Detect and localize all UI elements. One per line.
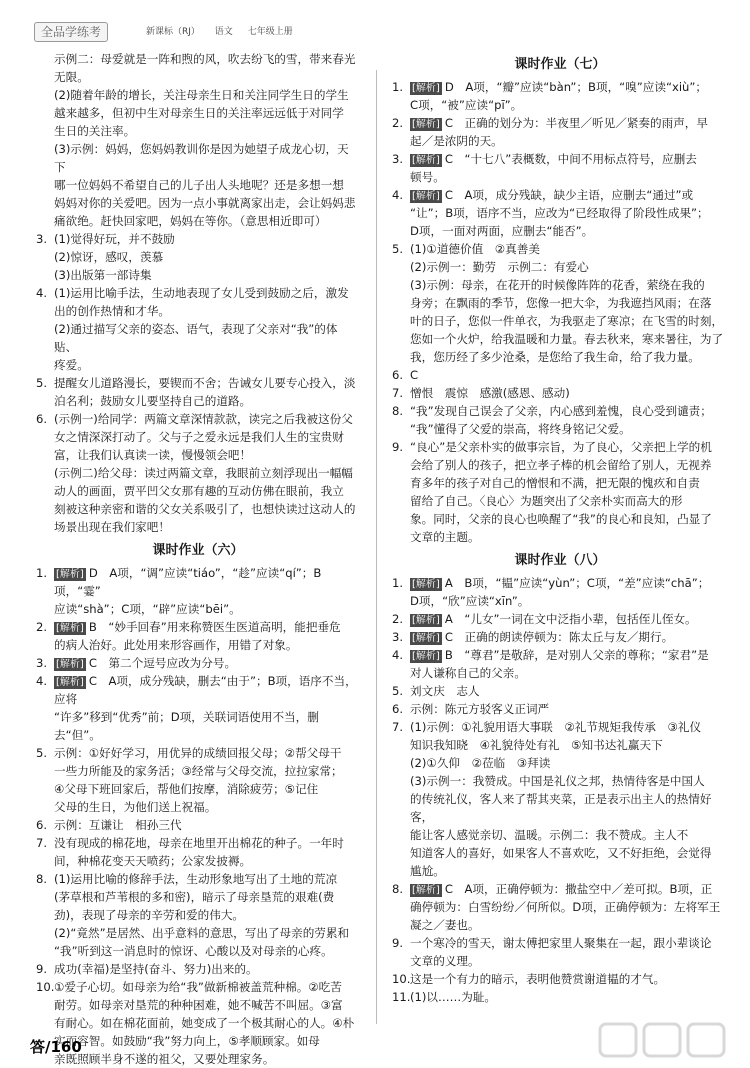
item-number: 4. bbox=[392, 648, 404, 662]
item-text: (1)觉得好玩，并不鼓励 bbox=[54, 232, 175, 246]
analysis-tag: [解析] bbox=[412, 615, 440, 626]
item-number: 2. bbox=[392, 116, 404, 130]
right-column bbox=[392, 50, 728, 1034]
analysis-tag: [解析] bbox=[56, 569, 84, 580]
item-number: 7. bbox=[36, 836, 48, 850]
text-line: (茅草根和芦苇根的多和密)，暗示了母亲垦荒的艰难(费 bbox=[54, 890, 335, 904]
text-line: 起／是浓阴的天。 bbox=[410, 134, 503, 148]
page-header bbox=[28, 22, 728, 44]
item-number: 7. bbox=[392, 386, 404, 400]
answer-item bbox=[392, 150, 728, 168]
text-line: 会给了别人的孩子，把立孝子棒的机会留给了别人，无视养 bbox=[410, 458, 712, 472]
answer-item bbox=[36, 834, 360, 852]
answer-item bbox=[392, 718, 728, 736]
item-text: C 第二个逗号应改为分号。 bbox=[88, 656, 237, 670]
item-text: C A项，成分残缺，缺少主语，应删去“通过”或 bbox=[444, 188, 694, 202]
answer-item bbox=[392, 114, 728, 132]
text-line: 确停顿为：白雪纷纷／何所似。D项，正确停顿为：左将军王 bbox=[410, 900, 721, 914]
text-line: 富，让我们认真读一读，慢慢领会吧！ bbox=[54, 448, 252, 462]
text-line: “许多”移到“优秀”前；D项，关联词语使用不当，删 bbox=[54, 710, 319, 724]
text-line: 生日的关注率。 bbox=[54, 124, 136, 138]
text-line: 无限。 bbox=[54, 70, 89, 84]
item-text: B “尊君”是敬辞，是对别人父亲的尊称；“家君”是 bbox=[444, 648, 709, 662]
text-line: 示例二：母爱就是一阵和煦的风，吹去纷飞的雪，带来春光 bbox=[54, 52, 356, 66]
text-line: (2)“竟然”是居然、出乎意料的意思，写出了母亲的劳累和 bbox=[54, 926, 350, 940]
text-line: 育多年的孩子对自己的憎恨和不满，把无限的愧疚和自责 bbox=[410, 476, 700, 490]
text-line: D项，“欣”应读“xīn”。 bbox=[410, 594, 530, 608]
text-line: “我”懂得了父爱的崇高，将终身铭记父爱。 bbox=[410, 422, 631, 436]
item-number: 3. bbox=[36, 232, 48, 246]
item-text: A B项，“韫”应读“yùn”；C项，“差”应读“chā”； bbox=[444, 576, 710, 590]
text-line: (3)示例一：我赞成。中国是礼仪之邦，热情待客是中国人 bbox=[410, 774, 705, 788]
item-text: (1)示例：①礼貌用语大事联 ②礼节规矩我传承 ③礼仪 bbox=[410, 720, 702, 734]
answer-item bbox=[392, 610, 728, 628]
item-number: 5. bbox=[36, 746, 48, 760]
text-line: 哪一位妈妈不希望自己的儿子出人头地呢？还是多想一想 bbox=[54, 178, 344, 192]
text-line: 对人谦称自己的父亲。 bbox=[410, 666, 526, 680]
item-text: A “儿女”一词在文中泛指小辈，包括侄儿侄女。 bbox=[444, 612, 697, 626]
text-line: 凝之／妻也。 bbox=[410, 918, 480, 932]
item-text: 刘文庆 志人 bbox=[410, 684, 480, 698]
answer-item bbox=[36, 816, 360, 834]
text-line: (3)出版第一部诗集 bbox=[54, 268, 152, 282]
watermark-icon bbox=[598, 1020, 728, 1060]
item-number: 1. bbox=[392, 576, 404, 590]
text-line: 去“但”。 bbox=[54, 728, 101, 742]
answer-item bbox=[36, 410, 360, 428]
item-text: C 正确的朗读停顿为：陈太丘与友／期行。 bbox=[444, 630, 674, 644]
item-number: 4. bbox=[36, 286, 48, 300]
item-number: 1. bbox=[36, 566, 48, 580]
item-number: 4. bbox=[392, 188, 404, 202]
section-title: 课时作业（八） bbox=[514, 553, 606, 568]
text-line: 实而容智。如鼓励“我”努力向上，⑤孝顺顾家。如母 bbox=[54, 1034, 320, 1048]
text-line: ④父母下班回家后，帮他们按摩，消除疲劳；⑤记住 bbox=[54, 782, 319, 796]
item-number: 3. bbox=[36, 656, 48, 670]
item-text: D A项，“瓣”应读“bàn”；B项，“嗅”应读“xiù”； bbox=[444, 80, 708, 94]
answer-item bbox=[36, 564, 360, 600]
analysis-tag: [解析] bbox=[412, 633, 440, 644]
text-line: “我”听到这一消息时的惊讶、心酸以及对母亲的心疼。 bbox=[54, 944, 333, 958]
item-number: 6. bbox=[392, 702, 404, 716]
text-line: 文章的义理。 bbox=[410, 954, 480, 968]
answer-item bbox=[36, 654, 360, 672]
text-line: 能让客人感觉亲切、温暖。示例二：我不赞成。主人不 bbox=[410, 828, 689, 842]
text-line: 留给了自己。〈良心〉为题突出了父亲朴实而高大的形 bbox=[410, 494, 683, 508]
text-line: (2)通过描写父亲的姿态、语气，表现了父亲对“我”的体贴、 bbox=[54, 322, 338, 354]
brand-logo: 全品学练考 bbox=[34, 22, 108, 42]
text-line: (2)随着年龄的增长，关注母亲生日和关注同学生日的学生 bbox=[54, 88, 349, 102]
answer-item bbox=[392, 574, 728, 592]
analysis-tag: [解析] bbox=[56, 623, 84, 634]
item-text: 一个寒冷的雪天，谢太傅把家里人聚集在一起，跟小辈谈论 bbox=[410, 936, 712, 950]
text-line: 间，种棉花变天天喷药；公家发披褥。 bbox=[54, 854, 252, 868]
item-number: 2. bbox=[392, 612, 404, 626]
item-number: 4. bbox=[36, 674, 48, 688]
answer-item bbox=[392, 402, 728, 420]
text-line: 出的创作热情和才华。 bbox=[54, 304, 170, 318]
text-line: 知识我知晓 ④礼貌待处有礼 ⑤知书达礼赢天下 bbox=[410, 738, 663, 752]
text-line: 耐劳。如母亲对垦荒的种种困难，她不喊苦不叫屈。③富 bbox=[54, 998, 343, 1012]
analysis-tag: [解析] bbox=[412, 651, 440, 662]
item-number: 8. bbox=[36, 872, 48, 886]
text-line: 亲既照顾半身不遂的祖父，又要处理家务。 bbox=[54, 1052, 275, 1066]
answer-item bbox=[36, 978, 360, 996]
item-text: 憎恨 震惊 感激(感恩、感动) bbox=[410, 386, 570, 400]
item-text: D A项，“调”应读“tiáo”，“趁”应读“qí”；B项，“霎” bbox=[54, 566, 322, 598]
analysis-tag: [解析] bbox=[412, 155, 440, 166]
answer-item bbox=[392, 366, 728, 384]
text-line: D项，一面对两面，应删去“能否”。 bbox=[410, 224, 594, 238]
text-line: (2)惊讶，感叹，羡慕 bbox=[54, 250, 164, 264]
item-number: 5. bbox=[36, 376, 48, 390]
text-line: 女之情深深打动了。父与子之爱永远是我们人生的宝贵财 bbox=[54, 430, 344, 444]
analysis-tag: [解析] bbox=[56, 677, 84, 688]
item-number: 10. bbox=[36, 980, 55, 994]
item-number: 7. bbox=[392, 720, 404, 734]
analysis-tag: [解析] bbox=[412, 119, 440, 130]
analysis-tag: [解析] bbox=[412, 885, 440, 896]
item-text: C A项，正确停顿为：撒盐空中／差可拟。B项，正 bbox=[444, 882, 713, 896]
text-line: 顿号。 bbox=[410, 170, 445, 184]
answer-item bbox=[36, 230, 360, 248]
item-text: 示例：互谦让 相孙三代 bbox=[54, 818, 182, 832]
text-line: (示例二)给父母：读过两篇文章，我眼前立刻浮现出一幅幅 bbox=[54, 466, 353, 480]
item-text: (1)运用比喻的修辞手法，生动形象地写出了土地的荒凉 bbox=[54, 872, 338, 886]
item-number: 8. bbox=[392, 404, 404, 418]
answer-item bbox=[36, 870, 360, 888]
answer-item bbox=[392, 934, 728, 952]
text-line: 叶的日子，您似一件单衣，为我驱走了寒凉；在飞雪的时刻， bbox=[410, 314, 724, 328]
item-text: 这是一个有力的暗示，表明他赞赏谢道韫的才气。 bbox=[410, 972, 666, 986]
text-line: 有耐心。如在棉花面前，她变成了一个极其耐心的人。④朴 bbox=[54, 1016, 355, 1030]
answer-item bbox=[392, 880, 728, 898]
text-line: 疼爱。 bbox=[54, 358, 89, 372]
answer-item bbox=[392, 988, 728, 1006]
item-text: “良心”是父亲朴实的做事宗旨，为了良心，父亲把上学的机 bbox=[410, 440, 712, 454]
text-line: 泊名利；鼓励女儿要坚持自己的道路。 bbox=[54, 394, 252, 408]
answer-item bbox=[392, 970, 728, 988]
section-title: 课时作业（七） bbox=[514, 57, 606, 72]
text-line: 动人的画面，贾平凹父女那有趣的互动仿佛在眼前，我立 bbox=[54, 484, 344, 498]
analysis-tag: [解析] bbox=[412, 579, 440, 590]
item-number: 1. bbox=[392, 80, 404, 94]
answer-item bbox=[36, 960, 360, 978]
answer-item bbox=[392, 646, 728, 664]
text-line: 身旁；在飘雨的季节，您像一把大伞，为我遮挡风雨；在落 bbox=[410, 296, 712, 310]
text-line: 我，您历经了多少沧桑，是您给了我生命，给了我力量。 bbox=[410, 350, 700, 364]
item-text: (1)①道德价值 ②真善美 bbox=[410, 242, 540, 256]
item-text: 示例：①好好学习，用优异的成绩回报父母；②帮父母干 bbox=[54, 746, 342, 760]
item-text: ①爱子心切。如母亲为给“我”做新棉被盖荒种棉。②吃苦 bbox=[54, 980, 342, 994]
text-line: 越来越多，但初中生对母亲生日的关注率远远低于对同学 bbox=[54, 106, 344, 120]
analysis-tag: [解析] bbox=[56, 659, 84, 670]
page-number: 答/160 bbox=[30, 1038, 82, 1056]
text-line: 象。同时，父亲的良心也唤醒了“我”的良心和良知，凸显了 bbox=[410, 512, 712, 526]
text-line: 妈妈对你的关爱吧。因为一点小事就离家出走，会让妈妈悲 bbox=[54, 196, 356, 210]
answer-item bbox=[392, 240, 728, 258]
item-text: C A项，成分残缺，删去“由于”；B项，语序不当，应将 bbox=[54, 674, 357, 706]
item-text: (1)以……为耻。 bbox=[410, 990, 496, 1004]
answer-item bbox=[392, 438, 728, 456]
text-line: 一些力所能及的家务活；③经常与父母交流，拉拉家常； bbox=[54, 764, 343, 778]
item-number: 6. bbox=[392, 368, 404, 382]
text-line: 父母的生日，为他们送上祝福。 bbox=[54, 800, 217, 814]
item-number: 8. bbox=[392, 882, 404, 896]
item-number: 5. bbox=[392, 242, 404, 256]
item-number: 6. bbox=[36, 412, 48, 426]
answer-item bbox=[392, 186, 728, 204]
item-text: (示例一)给同学：两篇文章深情款款，读完之后我被这份父 bbox=[54, 412, 353, 426]
answer-item bbox=[36, 374, 360, 392]
item-text: 成功(幸福)是坚持(奋斗、努力)出来的。 bbox=[54, 962, 258, 976]
answer-item bbox=[36, 618, 360, 636]
text-line: C项，“被”应读“pī”。 bbox=[410, 98, 523, 112]
item-number: 9. bbox=[36, 962, 48, 976]
item-number: 10. bbox=[392, 972, 411, 986]
item-number: 11. bbox=[392, 990, 411, 1004]
answer-item bbox=[392, 384, 728, 402]
item-text: (1)运用比喻手法，生动地表现了女儿受到鼓励之后，激发 bbox=[54, 286, 349, 300]
item-number: 2. bbox=[36, 620, 48, 634]
answer-item bbox=[36, 284, 360, 302]
item-number: 9. bbox=[392, 440, 404, 454]
item-number: 3. bbox=[392, 630, 404, 644]
item-text: 提醒女儿道路漫长，要锲而不舍；告诫女儿要专心投入，淡 bbox=[54, 376, 356, 390]
column-divider bbox=[376, 70, 377, 1024]
subject-label: 语文 bbox=[214, 27, 233, 37]
item-number: 9. bbox=[392, 936, 404, 950]
answer-item bbox=[392, 78, 728, 96]
answer-item bbox=[36, 744, 360, 762]
text-line: (2)①久仰 ②莅临 ③拜读 bbox=[410, 756, 551, 770]
item-text: C bbox=[410, 368, 419, 382]
text-line: 应读“shà”；C项，“辟”应读“bēi”。 bbox=[54, 602, 241, 616]
edition-label: 新课标（RJ） bbox=[146, 27, 200, 37]
item-text: C 正确的划分为：半夜里／听见／紧奏的雨声，早 bbox=[444, 116, 708, 130]
analysis-tag: [解析] bbox=[412, 191, 440, 202]
item-number: 3. bbox=[392, 152, 404, 166]
answer-item bbox=[392, 682, 728, 700]
item-text: 没有现成的棉花地，母亲在地里开出棉花的种子。一年时 bbox=[54, 836, 344, 850]
text-line: 的传统礼仪，客人来了帮其夹菜，正是表示出主人的热情好客， bbox=[410, 792, 712, 824]
text-line: (2)示例一：勤劳 示例二：有爱心 bbox=[410, 260, 589, 274]
text-line: 劲)，表现了母亲的辛劳和爱的伟大。 bbox=[54, 908, 245, 922]
section-title: 课时作业（六） bbox=[152, 543, 244, 558]
analysis-tag: [解析] bbox=[412, 83, 440, 94]
item-number: 6. bbox=[36, 818, 48, 832]
grade-label: 七年级上册 bbox=[247, 27, 293, 37]
text-line: 痛欲绝。赶快回家吧，妈妈在等你。（意思相近即可） bbox=[54, 214, 327, 228]
text-line: 的病人治好。此处用来形容画作，用错了对象。 bbox=[54, 638, 298, 652]
text-line: “让”；B项，语序不当，应改为“已经取得了阶段性成果”； bbox=[410, 206, 709, 220]
item-number: 5. bbox=[392, 684, 404, 698]
answer-item bbox=[392, 700, 728, 718]
item-text: “我”发现自己误会了父亲，内心感到羞愧，良心受到谴责； bbox=[410, 404, 712, 418]
text-line: 文章的主题。 bbox=[410, 530, 480, 544]
answer-item bbox=[392, 628, 728, 646]
text-line: (3)示例：妈妈，您妈妈教训你是因为她望子成龙心切，天下 bbox=[54, 142, 349, 174]
text-line: (3)示例：母亲，在花开的时候像阵阵的花香，萦绕在我的 bbox=[410, 278, 705, 292]
text-line: 尴尬。 bbox=[410, 864, 445, 878]
item-text: 示例：陈元方驳客义正词严 bbox=[410, 702, 550, 716]
text-line: 场景出现在我们家吧！ bbox=[54, 520, 170, 534]
text-line: 您如一个火炉，给我温暖和力量。春去秋来，寒来暑往，为了 bbox=[410, 332, 724, 346]
text-line: 刻被这种亲密和谐的父女关系吸引了，也想快读过这动人的 bbox=[54, 502, 356, 516]
header-meta bbox=[146, 24, 305, 40]
text-line: 知道客人的喜好，如果客人不喜欢吃，又不好拒绝，会觉得 bbox=[410, 846, 712, 860]
item-text: C “十七八”表概数，中间不用标点符号，应删去 bbox=[444, 152, 697, 166]
answer-item bbox=[36, 672, 360, 708]
item-text: B “妙手回春”用来称赞医生医道高明，能把垂危 bbox=[88, 620, 341, 634]
